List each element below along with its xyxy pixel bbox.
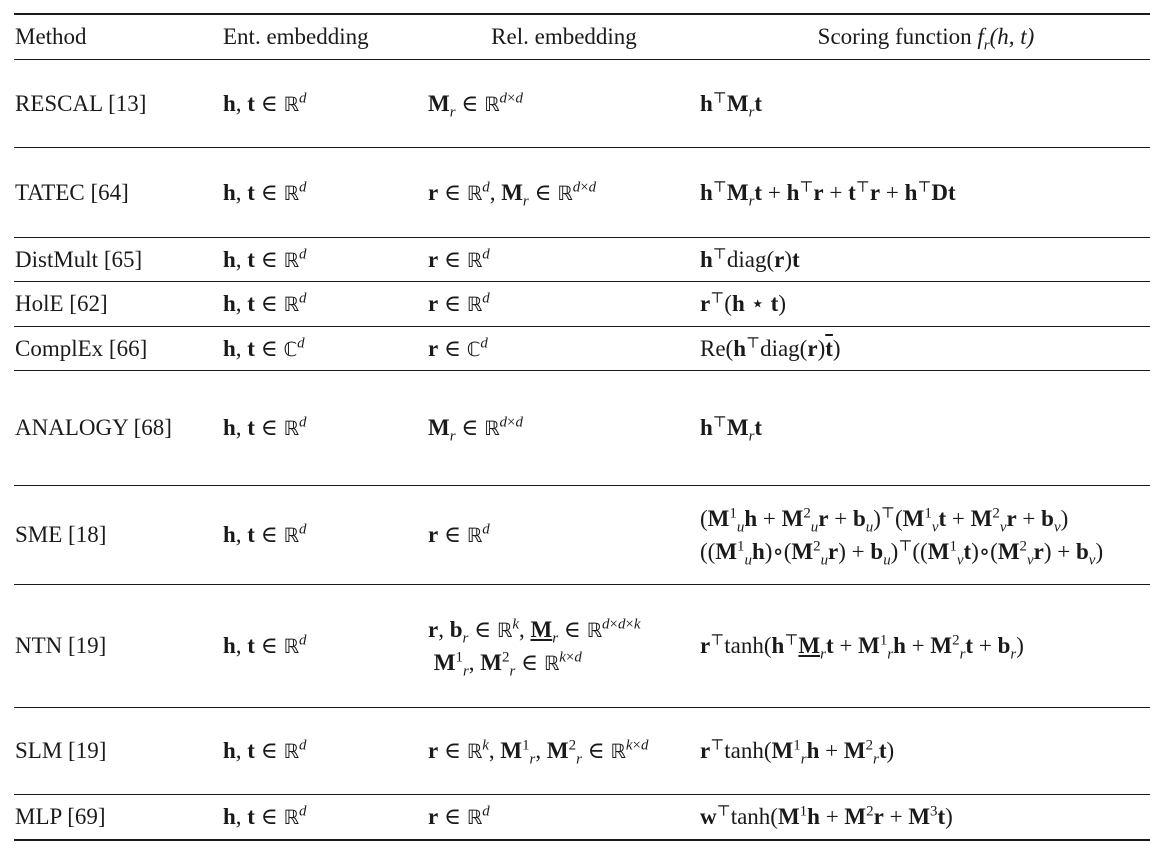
scoring-function-cell: $r^⊤\tanh(h^⊤M_rt + M^1_rh + M^2_rt + b_r)$ <box>700 632 1024 663</box>
scoring-function-cell: $(M^1_uh + M^2_ur + b_u)^⊤(M^1_vt + M^2_vr + b_v)$ ($(M^1_uh)\circ(M^2_ur)$ + $b_u)^⊤((M^1_vt)\circ(M^2_vr) + b_v)$ <box>700 505 1104 569</box>
ent-embedding-cell: h, t ∈ ℝ$^d$ <box>223 89 307 116</box>
scoring-function-cell: r⊤(h ⋆ t) <box>700 290 786 316</box>
method-cell: TATEC [64] <box>15 179 129 205</box>
scoring-function-cell: $r^⊤\tanh(M^1_rh + M^2_rt)$ <box>700 737 895 768</box>
rel-embedding-cell: r, $b_r$ ∈ ℝ$^k$, $M_r$ ∈ ℝ$^{d\times d\times k}$ $M^1_r$, $M^2_r$ ∈ ℝ$^{k\times d}$ <box>428 616 641 680</box>
method-cell: SLM [19] <box>15 738 107 763</box>
header-rel-embedding: Rel. embedding <box>491 24 637 49</box>
method-cell: SME [18] <box>15 522 107 547</box>
header-scoring-sub: r <box>983 37 990 54</box>
table-row <box>14 371 1150 486</box>
header-scoring-f: f <box>977 24 984 49</box>
ent-embedding-cell: h, t ∈ ℝ$^d$ <box>223 632 307 658</box>
table-row <box>14 486 1150 585</box>
table-row <box>14 585 1150 708</box>
scoring-function-table <box>14 13 1150 841</box>
header-scoring-label: Scoring function <box>817 24 978 49</box>
header-scoring-args: (h, t) <box>989 24 1035 49</box>
scoring-function-cell: $h^⊤M_rt$ <box>700 89 763 121</box>
header-row <box>14 14 1150 60</box>
ent-embedding-cell: h, t ∈ ℝ$^d$ <box>223 178 307 205</box>
method-cell: ANALOGY [68] <box>15 415 172 440</box>
rel-embedding-cell: $M_r$ ∈ ℝ$^{d\times d}$ <box>428 414 523 445</box>
rel-embedding-cell: r ∈ ℝ$^d$ <box>428 521 490 547</box>
table-row <box>14 708 1150 795</box>
ent-embedding-cell: h, t ∈ ℂ$^d$ <box>223 334 305 361</box>
table-row <box>14 238 1150 282</box>
rel-embedding-cell: r ∈ ℂ$^d$ <box>428 334 488 361</box>
method-cell: MLP [69] <box>15 803 106 829</box>
table-row <box>14 148 1150 238</box>
header-ent-embedding: Ent. embedding <box>223 24 369 49</box>
scoring-function-cell: h⊤diag(r)t <box>700 245 800 272</box>
rel-embedding-cell: r ∈ ℝ$^d$ <box>428 245 490 272</box>
method-cell: DistMult [65] <box>15 246 143 272</box>
rel-embedding-cell: $M_r$ ∈ ℝ$^{d\times d}$ <box>428 89 523 121</box>
method-cell: ComplEx [66] <box>15 335 148 361</box>
scoring-function-cell: $Re(h^⊤diag(r)\overline{t})$ <box>700 334 841 361</box>
scoring-function-cell: $w^⊤\tanh(M^1h + M^2r + M^3t)$ <box>700 803 953 829</box>
table-row <box>14 327 1150 371</box>
rel-embedding-cell: r ∈ ℝ$^d$, $M_r$ ∈ ℝ$^{d\times d}$ <box>428 178 597 210</box>
table-row <box>14 795 1150 840</box>
ent-embedding-cell: h, t ∈ ℝ$^d$ <box>223 737 307 763</box>
rel-embedding-cell: r ∈ ℝ$^d$ <box>428 803 490 829</box>
ent-embedding-cell: h, t ∈ ℝ$^d$ <box>223 521 307 547</box>
method-cell: NTN [19] <box>15 633 107 658</box>
rel-embedding-cell: r ∈ ℝ$^d$ <box>428 290 490 316</box>
ent-embedding-cell: h, t ∈ ℝ$^d$ <box>223 245 307 272</box>
scoring-function-cell: $h^⊤M_rt$ <box>700 414 763 445</box>
method-cell: HolE [62] <box>15 291 108 316</box>
rel-embedding-cell: r ∈ ℝ$^k$, $M^1_r$, $M^2_r$ ∈ ℝ$^{k\times d}$ <box>428 737 649 768</box>
table-row <box>14 60 1150 148</box>
ent-embedding-cell: h, t ∈ ℝ$^d$ <box>223 290 307 316</box>
ent-embedding-cell: h, t ∈ ℝ$^d$ <box>223 414 307 440</box>
ent-embedding-cell: h, t ∈ ℝ$^d$ <box>223 803 307 829</box>
method-cell: RESCAL [13] <box>15 90 147 116</box>
table-row <box>14 282 1150 327</box>
header-method: Method <box>15 24 87 49</box>
scoring-function-cell: $h^⊤M_rt + h^⊤r + t^⊤r + h^⊤Dt$ <box>700 178 956 210</box>
header-scoring-function <box>700 14 1150 60</box>
